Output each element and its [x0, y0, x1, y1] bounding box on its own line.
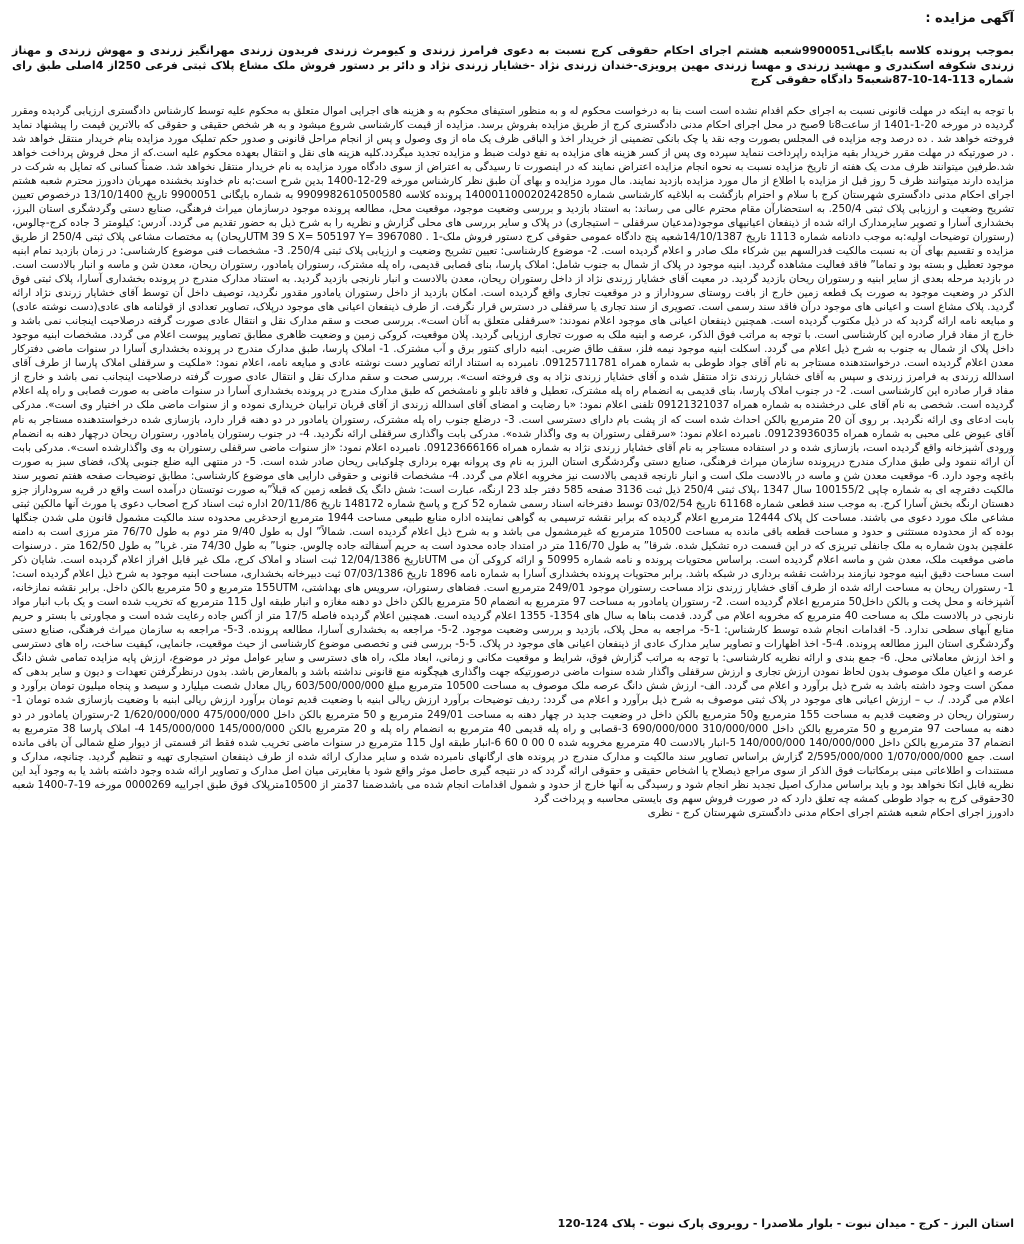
- notice-intro: بموجب پرونده کلاسه بایگانی9900051شعبه هشتم اجرای احکام حقوقی کرج نسبت به دعوی فرامرز زرندی و کیومرث زرندی فریدون زرندی مهرانگیز زرندی و مهوش زرندی و مهناز زرندی شکوفه اسکندری و مهشید زرندی و مهسا زرندی مهین پرویزی-خندان زرندی نژاد -خشایار زرندی نژاد و دائر بر دستور فروش ملک مشاع پلاک ثبتی فرعی 250از 4اصلی طبق رای شماره 113-14-10-87شعبه5 دادگاه حقوقی کرج: [12, 44, 1014, 86]
- notice-title: آگهی مزایده :: [925, 11, 1014, 26]
- notice-signature: دادورز اجرای احکام شعبه هشتم اجرای احکام مدنی دادگستری شهرستان کرج - نظری: [647, 806, 1014, 819]
- office-address: استان البرز - کرج - میدان نبوت - بلوار ملاصدرا - روبروی پارک نبوت - پلاک 124-120: [557, 1217, 1014, 1230]
- notice-body: با توجه به اینکه در مهلت قانونی نسبت به اجرای حکم اقدام نشده است است بنا به درخواست محکوم له و به منظور استیفای محکوم به و هزینه های اجرایی اموال متعلق به محکوم علیه توسط کارشناس دادگستری ارزیابی گردیده ومقرر گردیده در مورخه 20-1-1401 از ساعت8تا 9صبح در محل اجرای احکام مدنی دادگستری کرج از طریق مزایده بفروش برسد. مزایده از قیمت کارشناسی شروع میشود و به هر شخص حقیقی و حقوقی که بالاترین قیمت را پیشنهاد نماید فروخته خواهد شد . ده درصد وجه مزایده فی المجلس بصورت وجه نقد یا چک بانکی تضمینی از خریدار اخذ و الباقی ظرف یک ماه از وی وصول و پس از انجام مراحل قانونی و صدور حکم تملیک مورد مزایده بنام خریدار منتقل خواهد شد . در صورتیکه در مهلت مقرر خریدار بقیه مزایده راپرداخت ننماید سپرده وی پس از کسر هزینه های مزایده به نفع دولت ضبط و مزایده تجدید میگردد.کلیه هزینه های نقل و انتقال بعهده محکوم علیه است.که از محل فروش پرداخت خواهد شد.طرفین میتوانند ظرف مدت یک هفته از تاریخ مزایده نسبت به نحوه انجام مزایده اعتراض نمایند که در اینصورت تا رسیدگی به اعتراض از سوی دادگاه مورد مزایده به نام خریدار منتقل نخواهد شد. ضمناً کسانی که تمایل به شرکت در مزایده دارند میتوانند ظرف 5 روز قبل از مزایده با اطلاع از مال مورد مزایده بازدید نمایند. مال مورد مزایده و بهای آن طبق نظر کارشناس مورخه 29-12-1400 بدین شرح است:به نام خداوند بخشنده مهربان دادورز محترم شعبه هشتم اجرای احکام مدنی دادگستری شهرستان کرج با سلام و احترام بازگشت به ابلاغیه کارشناسی شماره 140001100020242850 پرونده کلاسه 9909982610500580 به شماره بایگانی 9900051 تاریخ 13/10/1400 درخصوص تعیین تشریح وضعیت و ارزیابی پلاک ثبتی 250/4. به استحضارآن مقام محترم عالی می رساند: به استناد بازدید و بررسی وضعیت موجود، موقعیت محل، مطالعه پرونده موجود درسازمان میراث فرهنگی، صنایع دستی وگردشگری استان البرز، بخشداری آسارا و تصویر سایرمدارک ارائه شده از ذینفعان اعیانیهای موجود(مدعیان سرقفلی – استیجاری) در پلاک و سایر بررسی های محلی گزارش و نظریه را به شرح ذیل به حضور تقدیم می گردد. آدرس: کیلومتر 3 جاده کرج-چالوس،(رستوران توضیحات اولیه:به موجب دادنامه شماره 1113 تاریخ 14/10/1387شعبه پنج دادگاه عمومی حقوقی کرج دستور فروش ملک-1 . UTM 39 S X= 505197 Y= 3967080ریحان) به مختصات مشاعی پلاک ثبتی 250/4 از طریق مزایده و تقسیم بهای آن به نسبت مالکیت فدرالسهم بین شرکاء ملک صادر و اعلام گردیده است. 2- موضوع کارشناسی: تعیین تشریح وضعیت و ارزیابی پلاک ثبتی 250/4. 3- مشخصات فنی موضوع کارشناسی: در زمان بازدید تمام ابنیه موجود تعطیل و بسته بود و تماما” فاقد فعالیت مشاهده گردید. ابنیه موجود در پلاک از شمال به جنوب شامل: املاک پارسا، بنای قصابی قدیمی، راه پله مشترک، رستوران یامادور، رستوران ریحان، معدن شن و ماسه و انبار بالادست است. در بازدید مرحله بعدی از سایر ابنیه و رستوران ریحان بازدید گردید. در معیت آقای خشایار زرندی نژاد از داخل رستوران ریحان، معدن بالادست و انبار نارنجی بازدید گردید. به استناد مدارک مندرج در پرونده بخشداری آسارا، پلاک ثبتی فوق الذکر در وضعیت موجود به صورت یک قطعه زمین خارج از بافت روستای سروداراز و در موقعیت تجاری واقع گردیده است. امکان بازدید از داخل رستوران یامادور مقدور نگردید، توصیف داخل آن توسط آقای خشایار زرندی نژاد ارائه گردید. پلاک مشاع است و اعیانی های موجود درآن فاقد سند رسمی است. تصویری از سند تجاری یا سرقفلی در دسترس قرار نگرفت. از طرف ذینفعان اعیانی های موجود درپلاک، تصاویر تعدادی از قولنامه های عادی(دست نوشته عادی) و مبایعه نامه ارائه گردید که در ذیل مکتوب گردیده است. همچنین ذینفعان اعیانی های موجود اعلام نمودند: «سرقفلی متعلق به آنان است». بررسی صحت و سقم مدارک نقل و انتقال عادی صورت گرفته درصلاحیت اینجانب نمی باشد و خارج از مفاد قرار صادره این کارشناسی است. با توجه به مراتب فوق الذکر، عرصه و ابنیه ملک به صورت تجاری ارزیابی گردید. پلان موقعیت، کروکی زمین و وضعیت ظاهری مطابق تصاویر پیوست اعلام می گردد. مشخصات ابنیه موجود داخل پلاک از شمال به جنوب به شرح ذیل اعلام می گردد. اسکلت ابنیه موجود نیمه فلز، سقف طاق ضربی. ابنیه دارای کنتور برق و آب مشترک. 1- املاک پارسا، طبق مدارک مندرج در پرونده بخشداری آسارا در سنوات ماضی دفترکار معدن اعلام گردیده است. درخواستدهنده مستاجر به نام آقای جواد طوطی به شماره همراه 09125711781. نامبرده به استناد ارائه تصاویر دست نوشته عادی و مبایعه نامه، اعلام نمود: «ملکیت و سرقفلی املاک پارسا از طرف آقای اسدالله زرندی به فرامرز زرندی و سپس به آقای خشایار زرندی نژاد منتقل شده و آقای خشایار زرندی نژاد به وی فروخته است». بررسی صحت و سقم مدارک نقل و انتقال عادی صورت گرفته درصلاحیت اینجانب نمی باشد و خارج از مفاد قرار صادره این کارشناسی است. 2- در جنوب املاک پارسا، بنای قدیمی به انضمام راه پله مشترک، تعطیل و فاقد تابلو و نامشخص که طبق مدارک مندرج در پرونده بخشداری آسارا در سنوات ماضی به صورت قصابی و راه پله اعلام گردیده است. شخصی به نام آقای علی درخشنده به شماره همراه 09121321037 تلفنی اعلام نمود: «با رضایت و امضای آقای اسدالله زرندی از آقای قربان ترابیان خریداری نموده و از سنوات ماضی ملک در اختیار وی است». مدرکی بابت ادعای وی ارائه نگردید. بر روی آن 20 مترمربع بالکن احداث شده است که از پشت بام دارای دسترسی است. 3- درضلع جنوب راه پله مشترک، رستوران یامادور در دو دهنه قرار دارد، بازسازی شده درخواستدهنده مستاجر به نام آقای عیوض علی محبی به شماره همراه 09123936035. نامبرده اعلام نمود: «سرقفلی رستوران به وی واگذار شده». مدرکی بابت واگذاری سرقفلی ارائه نگردید. 4- در جنوب رستوران یامادور، رستوران ریحان درچهار دهنه به انضمام ورودی آشپزخانه واقع گردیده است، بازسازی شده و در استفاده مستاجر به نام آقای خشایار زرندی نژاد به شماره همراه 09123666166. نامبرده اعلام نمود: «از سنوات ماضی سرقفلی رستوران به وی واگذارشده است». مدرکی بابت آن ارائه ننمود ولی طبق مدارک مندرج درپرونده سازمان میراث فرهنگی، صنایع دستی وگردشگری استان البرز به نام وی پروانه بهره برداری چلوکبابی ریحان صادر شده است. 5- در منتهی الیه ضلع جنوبی پلاک، فضای سبز به صورت باغچه وجود دارد. 6- موقعیت معدن شن و ماسه در بالادست ملک است و انبار نارنجه قدیمی بالادست نیز مخروبه اعلام می گردد. 4- مشخصات قانونی و حقوقی دارایی های موضوع کارشناسی: مطابق توضیحات صفحه هفتم تصویر سند مالکیت دفترچه ای به شماره چاپی 100155/2 سال 1347 ،پلاک ثبتی 250/4 ذیل ثبت 3136 صفحه 585 دفتر جلد 23 ارنگه، عبارت است: شش دانگ یک قطعه زمین که قبلاً”به صورت توتستان درآمده است واقع در قریه سروداراز جزو دهستان ارنگه بخش آسارا کرج. به موجب سند قطعی شماره 61168 تاریخ 03/02/54 توسط دفترخانه اسناد رسمی شماره 52 کرج و پاسخ شماره 148172 تاریخ 20/11/86 اداره ثبت اسناد کرج اصحاب دعوی یا مورث آنها مالکین ثبتی مشاعی ملک مورد دعوی می باشند. مساحت کل پلاک 12444 مترمربع اعلام گردیده که برابر نقشه ترسیمی به گواهی نماینده اداره منابع طبیعی مساحت 1944 مترمربع ازحدغربی محدوده سند مالکیت مشمول قانون ملی شدن جنگلها بوده که از محدوده مستثنی و حدود و مساحت قطعه باقی مانده به مساحت 10500 مترمربع که غیرمشمول می باشد و به شرح ذیل اعلام گردیده است. شمالاً” اول به طول 9/40 متر دوم به طول 76/70 متر مرزی است به دامنه علفچین بدون شماره به ملک جانفلی تبریزی که در این قسمت دره تشکیل شده. شرقا” به طول 116/70 متر در امتداد جاده محدود است به حریم آسفالته جاده چالوس. جنوبا” به طول 74/30 متر. غربا” به طول 162/50 متر . درسنوات ماضی موقعیت ملک، معدن شن و ماسه اعلام گردیده است. براساس محتویات پرونده و نامه شماره 50995 و ارائه کروکی آن می UTMتاریخ 12/04/1386 ثبت اسناد و املاک کرج، ملک غیر قابل افراز اعلام گردیده است. شایان ذکر است مساحت دقیق ابنیه موجود نیازمند برداشت نقشه برداری در شبکه باشد. برابر محتویات پرونده بخشداری آسارا به شماره نامه 1896 تاریخ 07/03/1386 ثبت دبیرخانه بخشداری، مساحت ابنیه موجود به شرح ذیل اعلام گردیده است: 1- رستوران ریحان به مساحت ارائه شده از طرف آقای خشایار زرندی نژاد مساحت رستوران موجود 249/01 مترمربع است. فضاهای رستوران، سرویس های بهداشتی، 155UTM مترمربع و 50 مترمربع بالکن داخل. برابر نقشه نمازخانه، آشپزخانه و محل پخت و بالکن داخل50 مترمربع اعلام گردیده است. 2- رستوران یامادور به مساحت 97 مترمربع به انضمام 50 مترمربع بالکن داخل دو دهنه مغازه و انبار طبقه اول 115 مترمربع که تخریب شده است و یک باب انبار مواد نارنجی در بالادست ملک به مساحت 40 مترمربع که مخروبه اعلام می گردد. قدمت بناها به سال های 1354- 1355 اعلام گردیده است. همچنین اعلام گردیده فاصله 17/5 متر از آکس جاده رعایت شده است و مجاورتی با بستر و حریم منابع آبهای سطحی ندارد. 5- اقدامات انجام شده توسط کارشناس: 1-5- مراجعه به محل پلاک، بازدید و بررسی وضعیت موجود. 2-5- مراجعه به بخشداری آسارا، مطالعه پرونده. 3-5- مراجعه به سازمان میراث فرهنگی، صنایع دستی وگردشگری استان البرز مطالعه پرونده. 4-5- اخذ اظهارات و تصاویر سایر مدارک عادی از ذینفعان اعیانی های موجود در پلاک. 5-5- بررسی فنی و تخصصی موضوع کارشناسی از حیث موقعیت، جانمایی، کیفیت ساخت، راه های دسترسی و اخذ ارزش معاملاتی محل. 6- جمع بندی و ارائه نظریه کارشناسی: با توجه به مراتب گزارش فوق، شرایط و موقعیت مکانی و زمانی، ابعاد ملک، راه های دسترسی و سایر عوامل موثر در موضوع، ارزش پایه مزایده تمامی شش دانگ عرصه و اعیان ملک موصوف بدون لحاظ نمودن ارزش تجاری و ارزش سرقفلی واگذار شده سنوات ماضی درصورتیکه جهت واگذاری هیچگونه منع قانونی نداشته باشد و بالمعارض باشد. بدون درنظرگرفتن تعهدات و دیون و سایر بدهی که ممکن است وجود داشته باشد به شرح ذیل برآورد و اعلام می گردد. الف- ارزش شش دانگ عرصه ملک موصوف به مساحت 10500 مترمربع مبلغ 603/500/000/000 ریال معادل شصت میلیارد و سیصد و پنجاه میلیون تومان برآورد و اعلام می گردد. /. ب – ارزش اعیانی های موجود در پلاک ثبتی موصوف به شرح ذیل برآورد و اعلام می گردد: ردیف توضیحات برآورد ارزش ریالی ابنیه با وضعیت قدیم تومان برآورد ارزش ریالی ابنیه با وضعیت بازسازی شده تومان 1-رستوران ریحان در وضعیت قدیم به مساحت 155 مترمربع و50 مترمربع بالکن داخل در وضعیت جدید در چهار دهنه به مساحت 249/01 مترمربع و 50 مترمربع بالکن داخل 475/000/000 1/620/000/000 2-رستوران یامادور در دو دهنه به مساحت 97 مترمربع و 50 مترمربع بالکن داخل 310/000/000 690/000/000 3-قصابی و راه پله قدیمی 40 مترمربع به انضمام راه پله و 20 مترمربع بالکن 145/000/000 145/000/000 4- املاک پارسا 38 مترمربع به انضمام 37 مترمربع بالکن داخل 140/000/000 140/000/000 5-انبار بالادست 40 مترمربع مخروبه شده 0 00 0 60 6-انبار طبقه اول 115 مترمربع در سنوات ماضی تخریب شده فقط اثر قسمتی از دیوار ضلع شمالی آن باقی مانده است. جمع 1/070/000/000 2/595/000/000 گزارش براساس تصاویر سند مالکیت و مدارک مندرج در پرونده های ارگانهای نامبرده شده و سایر مدارک ارائه شده از طرف ذینفعان استیجاری تهیه و تنظیم گردید. چنانچه، مدارک و مستندات و اطلاعاتی مبنی برمکاتبات فوق الذکر از سوی مراجع ذیصلاح یا اشخاص حقیقی و حقوقی ارائه گردد که در نتیجه گیری حاصل موثر واقع شود یا مغایرتی میان اصل مدارک و تصاویر ارائه شده وجود داشته باشد یا به وجود آید این نظریه قابل اتکا نخواهد بود و باید براساس مدارک اصیل تجدید نظر انجام شود و رسیدگی به آنها خارج از حدود و شمول اقدامات انجام شده می باشدضمنا 37متر از 10500مترپلاک فوق طبق اجراییه 0000269 مورخه 19-7-1400 شعبه 30حقوقی کرج به جواد طوطی کمشه چه تعلق دارد که در صورت فروش سهم وی بایستی محاسبه و پرداخت گرد: [12, 104, 1015, 805]
